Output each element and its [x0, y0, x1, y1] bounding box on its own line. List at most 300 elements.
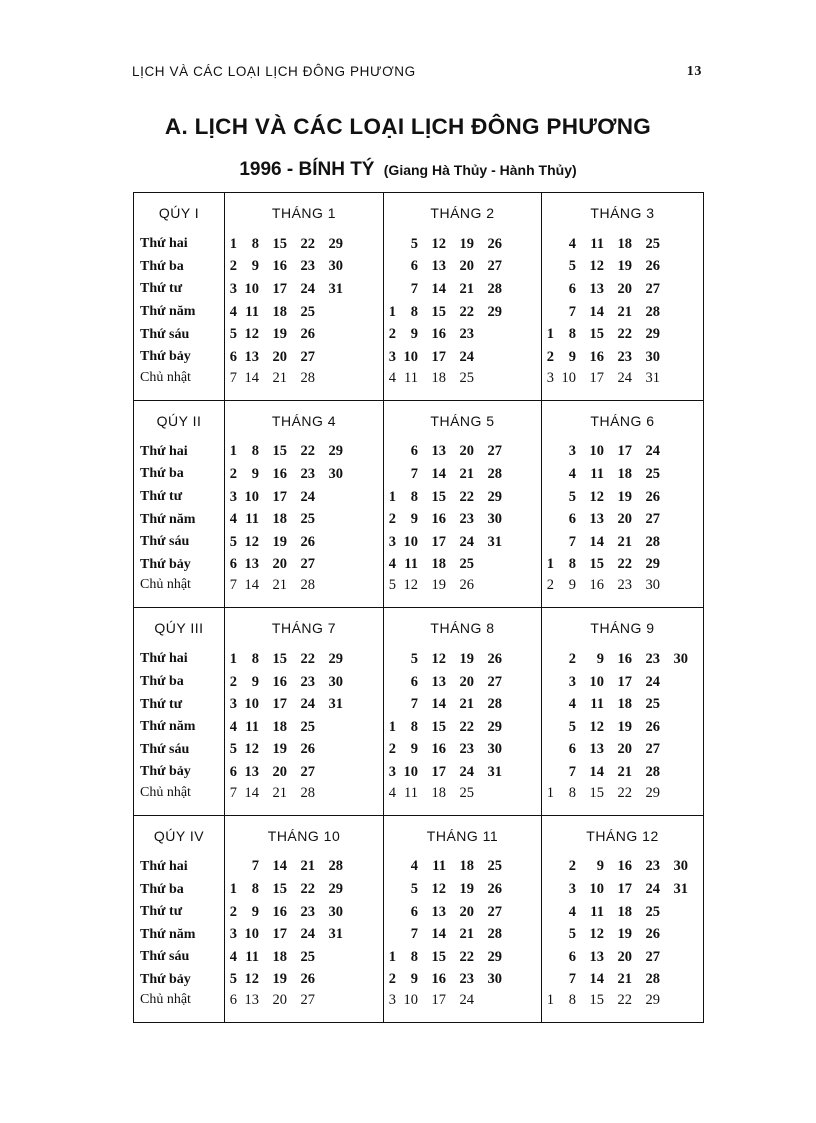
day-number: 9: [410, 971, 418, 988]
day-number: 20: [459, 443, 474, 460]
month-week-cell: [384, 693, 542, 716]
day-number: 1: [546, 326, 554, 343]
day-number: 6: [229, 763, 237, 780]
day-number: 10: [244, 280, 259, 297]
day-number: 5: [229, 533, 237, 550]
day-number: 24: [645, 881, 660, 898]
day-number: 27: [300, 348, 315, 365]
day-number: 5: [410, 235, 418, 252]
month-label: THÁNG 4: [225, 400, 384, 441]
quarter-header-row: [134, 608, 704, 649]
month-week-cell: [225, 554, 384, 577]
day-number: 3: [229, 926, 237, 943]
day-number: 1: [229, 881, 237, 898]
day-number: 31: [328, 280, 343, 297]
day-number: 2: [388, 971, 396, 988]
day-number: 5: [568, 926, 576, 943]
day-number: 18: [617, 903, 632, 920]
year-note: (Giang Hà Thủy - Hành Thủy): [383, 162, 577, 178]
month-week-cell: [225, 323, 384, 346]
day-number: 18: [617, 465, 632, 482]
page-title: A. LỊCH VÀ CÁC LOẠI LỊCH ĐÔNG PHƯƠNG: [164, 114, 652, 139]
day-number: 15: [272, 881, 287, 898]
day-number: 22: [459, 948, 474, 965]
day-number: 11: [245, 303, 259, 320]
month-week-cell: [542, 369, 704, 401]
day-number: 11: [590, 903, 604, 920]
month-label: THÁNG 3: [542, 193, 704, 234]
day-number: 29: [487, 303, 502, 320]
month-week-cell: [384, 486, 542, 509]
day-number: 29: [487, 488, 502, 505]
day-number: 25: [300, 948, 315, 965]
weekday-row: [134, 346, 704, 369]
quarter-label: QÚY I: [134, 193, 225, 234]
day-number: 21: [300, 858, 315, 875]
day-number: 19: [617, 258, 632, 275]
month-label: THÁNG 8: [384, 608, 542, 649]
day-number: 27: [300, 992, 315, 1009]
day-number: 14: [244, 784, 259, 801]
day-number: 27: [645, 280, 660, 297]
day-number: 7: [410, 465, 418, 482]
weekday-row: [134, 716, 704, 739]
day-number: 17: [617, 673, 632, 690]
month-week-cell: [384, 969, 542, 992]
day-number: 6: [568, 511, 576, 528]
day-number: 4: [229, 511, 237, 528]
day-number: 26: [300, 326, 315, 343]
day-number: 26: [487, 881, 502, 898]
month-week-cell: [384, 761, 542, 784]
day-number: 19: [459, 650, 474, 667]
month-week-cell: [542, 761, 704, 784]
day-number: 30: [645, 348, 660, 365]
month-week-cell: [384, 946, 542, 969]
month-week-cell: [542, 878, 704, 901]
day-number: 24: [617, 369, 632, 386]
month-week-cell: [384, 301, 542, 324]
day-number: 14: [589, 971, 604, 988]
day-number: 31: [673, 881, 688, 898]
day-number: 27: [645, 511, 660, 528]
weekday-label: Thứ tư: [134, 278, 225, 301]
month-week-cell: [225, 441, 384, 464]
weekday-row: [134, 761, 704, 784]
weekday-label: Chủ nhật: [134, 576, 225, 608]
day-number: 21: [272, 369, 287, 386]
day-number: 2: [229, 258, 237, 275]
month-week-cell: [225, 346, 384, 369]
day-number: 12: [431, 650, 446, 667]
day-number: 24: [645, 443, 660, 460]
day-number: 10: [244, 926, 259, 943]
day-number: 8: [251, 881, 259, 898]
day-number: 9: [568, 577, 576, 594]
weekday-label: Thứ sáu: [134, 531, 225, 554]
day-number: 12: [244, 741, 259, 758]
day-number: 12: [589, 926, 604, 943]
day-number: 20: [272, 992, 287, 1009]
day-number: 18: [272, 303, 287, 320]
weekday-row: [134, 693, 704, 716]
day-number: 24: [300, 696, 315, 713]
day-number: 18: [431, 369, 446, 386]
day-number: 3: [568, 673, 576, 690]
day-number: 7: [568, 303, 576, 320]
day-number: 7: [568, 763, 576, 780]
day-number: 8: [568, 992, 576, 1009]
day-number: 6: [229, 556, 237, 573]
day-number: 20: [459, 673, 474, 690]
day-number: 25: [645, 465, 660, 482]
day-number: 12: [244, 971, 259, 988]
day-number: 22: [300, 881, 315, 898]
day-number: 26: [300, 533, 315, 550]
day-number: 25: [459, 784, 474, 801]
day-number: 31: [645, 369, 660, 386]
month-week-cell: [542, 486, 704, 509]
month-week-cell: [225, 693, 384, 716]
month-week-cell: [542, 969, 704, 992]
day-number: 25: [487, 858, 502, 875]
day-number: 16: [589, 348, 604, 365]
day-number: 3: [229, 488, 237, 505]
day-number: 27: [645, 948, 660, 965]
day-number: 20: [459, 903, 474, 920]
weekday-row: [134, 256, 704, 279]
month-week-cell: [384, 233, 542, 256]
month-week-cell: [225, 784, 384, 816]
day-number: 22: [459, 303, 474, 320]
day-number: 10: [589, 443, 604, 460]
day-number: 1: [388, 948, 396, 965]
day-number: 1: [546, 556, 554, 573]
day-number: 2: [229, 465, 237, 482]
day-number: 21: [459, 696, 474, 713]
day-number: 26: [645, 488, 660, 505]
day-number: 30: [328, 465, 343, 482]
weekday-row: [134, 486, 704, 509]
day-number: 22: [459, 488, 474, 505]
day-number: 8: [568, 326, 576, 343]
weekday-label: Thứ ba: [134, 878, 225, 901]
day-number: 31: [328, 926, 343, 943]
weekday-row: [134, 463, 704, 486]
day-number: 19: [459, 881, 474, 898]
day-number: 26: [300, 971, 315, 988]
day-number: 19: [617, 718, 632, 735]
day-number: 5: [229, 326, 237, 343]
day-number: 31: [328, 696, 343, 713]
weekday-row: [134, 648, 704, 671]
weekday-row: [134, 233, 704, 256]
weekday-row: [134, 784, 704, 816]
day-number: 28: [300, 577, 315, 594]
day-number: 22: [617, 784, 632, 801]
day-number: 1: [388, 303, 396, 320]
month-week-cell: [542, 233, 704, 256]
day-number: 12: [589, 258, 604, 275]
day-number: 6: [568, 948, 576, 965]
day-number: 16: [431, 511, 446, 528]
day-number: 27: [300, 556, 315, 573]
day-number: 14: [431, 465, 446, 482]
day-number: 25: [300, 511, 315, 528]
month-week-cell: [384, 531, 542, 554]
weekday-label: Thứ ba: [134, 256, 225, 279]
day-number: 5: [568, 258, 576, 275]
month-week-cell: [384, 784, 542, 816]
month-week-cell: [384, 856, 542, 879]
month-week-cell: [225, 531, 384, 554]
day-number: 14: [589, 303, 604, 320]
day-number: 23: [300, 465, 315, 482]
day-number: 25: [459, 369, 474, 386]
month-week-cell: [225, 923, 384, 946]
day-number: 13: [244, 992, 259, 1009]
day-number: 19: [272, 326, 287, 343]
year-label: 1996 - BÍNH TÝ: [239, 159, 375, 180]
month-week-cell: [384, 716, 542, 739]
day-number: 11: [432, 858, 446, 875]
day-number: 28: [487, 926, 502, 943]
day-number: 16: [617, 858, 632, 875]
day-number: 2: [568, 858, 576, 875]
day-number: 23: [459, 971, 474, 988]
day-number: 18: [431, 784, 446, 801]
day-number: 21: [459, 465, 474, 482]
day-number: 8: [251, 443, 259, 460]
day-number: 8: [251, 235, 259, 252]
day-number: 10: [561, 369, 576, 386]
weekday-row: [134, 278, 704, 301]
day-number: 16: [272, 903, 287, 920]
day-number: 20: [272, 556, 287, 573]
day-number: 9: [251, 673, 259, 690]
month-week-cell: [542, 531, 704, 554]
day-number: 15: [589, 326, 604, 343]
day-number: 21: [617, 303, 632, 320]
weekday-row: [134, 901, 704, 924]
day-number: 5: [568, 718, 576, 735]
day-number: 4: [388, 784, 396, 801]
day-number: 21: [272, 784, 287, 801]
day-number: 1: [546, 992, 554, 1009]
day-number: 11: [590, 465, 604, 482]
month-week-cell: [542, 576, 704, 608]
day-number: 30: [673, 858, 688, 875]
month-week-cell: [384, 554, 542, 577]
day-number: 2: [546, 348, 554, 365]
day-number: 4: [568, 696, 576, 713]
month-label: THÁNG 7: [225, 608, 384, 649]
day-number: 29: [328, 650, 343, 667]
month-week-cell: [384, 739, 542, 762]
day-number: 14: [244, 577, 259, 594]
weekday-row: [134, 923, 704, 946]
day-number: 7: [251, 858, 259, 875]
day-number: 12: [431, 881, 446, 898]
day-number: 9: [251, 465, 259, 482]
day-number: 30: [328, 258, 343, 275]
day-number: 30: [487, 741, 502, 758]
month-week-cell: [225, 463, 384, 486]
weekday-label: Thứ bảy: [134, 346, 225, 369]
month-week-cell: [384, 323, 542, 346]
day-number: 29: [645, 992, 660, 1009]
weekday-row: [134, 369, 704, 401]
day-number: 17: [617, 443, 632, 460]
weekday-label: Thứ năm: [134, 923, 225, 946]
day-number: 22: [459, 718, 474, 735]
day-number: 14: [589, 763, 604, 780]
day-number: 23: [300, 903, 315, 920]
day-number: 17: [272, 696, 287, 713]
month-week-cell: [225, 878, 384, 901]
month-week-cell: [225, 486, 384, 509]
day-number: 18: [272, 718, 287, 735]
weekday-label: Thứ tư: [134, 693, 225, 716]
day-number: 10: [403, 533, 418, 550]
day-number: 24: [300, 926, 315, 943]
weekday-row: [134, 991, 704, 1023]
month-label: THÁNG 12: [542, 815, 704, 856]
day-number: 28: [645, 533, 660, 550]
day-number: 9: [410, 326, 418, 343]
weekday-row: [134, 531, 704, 554]
day-number: 23: [300, 673, 315, 690]
day-number: 7: [410, 280, 418, 297]
month-week-cell: [384, 901, 542, 924]
weekday-label: Thứ hai: [134, 856, 225, 879]
day-number: 28: [300, 784, 315, 801]
weekday-row: [134, 946, 704, 969]
month-week-cell: [225, 901, 384, 924]
day-number: 6: [229, 992, 237, 1009]
weekday-label: Thứ hai: [134, 233, 225, 256]
day-number: 15: [431, 488, 446, 505]
day-number: 12: [403, 577, 418, 594]
day-number: 18: [272, 511, 287, 528]
month-week-cell: [225, 671, 384, 694]
day-number: 11: [590, 235, 604, 252]
month-week-cell: [225, 233, 384, 256]
day-number: 15: [589, 556, 604, 573]
day-number: 17: [431, 992, 446, 1009]
month-week-cell: [542, 648, 704, 671]
month-week-cell: [542, 856, 704, 879]
day-number: 30: [328, 903, 343, 920]
day-number: 24: [300, 488, 315, 505]
day-number: 7: [568, 533, 576, 550]
day-number: 4: [410, 858, 418, 875]
day-number: 12: [244, 326, 259, 343]
month-week-cell: [225, 991, 384, 1023]
calendar-table: [133, 192, 704, 1023]
day-number: 13: [244, 556, 259, 573]
day-number: 26: [645, 258, 660, 275]
month-week-cell: [384, 576, 542, 608]
day-number: 16: [272, 465, 287, 482]
day-number: 27: [487, 903, 502, 920]
day-number: 14: [272, 858, 287, 875]
day-number: 28: [487, 280, 502, 297]
day-number: 10: [589, 673, 604, 690]
day-number: 29: [328, 443, 343, 460]
day-number: 23: [300, 258, 315, 275]
day-number: 3: [229, 696, 237, 713]
month-week-cell: [384, 508, 542, 531]
month-week-cell: [225, 369, 384, 401]
day-number: 30: [487, 971, 502, 988]
day-number: 14: [431, 280, 446, 297]
day-number: 20: [617, 280, 632, 297]
running-header: [132, 64, 702, 79]
quarter-header-row: [134, 193, 704, 234]
month-week-cell: [542, 278, 704, 301]
day-number: 27: [300, 763, 315, 780]
day-number: 3: [388, 992, 396, 1009]
day-number: 8: [410, 948, 418, 965]
weekday-row: [134, 576, 704, 608]
day-number: 5: [388, 577, 396, 594]
day-number: 1: [229, 443, 237, 460]
day-number: 26: [645, 718, 660, 735]
day-number: 24: [459, 533, 474, 550]
day-number: 7: [410, 926, 418, 943]
month-week-cell: [542, 693, 704, 716]
month-week-cell: [384, 463, 542, 486]
month-week-cell: [225, 716, 384, 739]
weekday-label: Thứ hai: [134, 648, 225, 671]
day-number: 15: [589, 784, 604, 801]
weekday-label: Thứ sáu: [134, 323, 225, 346]
day-number: 29: [487, 948, 502, 965]
month-label: THÁNG 6: [542, 400, 704, 441]
day-number: 22: [300, 443, 315, 460]
day-number: 2: [568, 650, 576, 667]
day-number: 8: [568, 556, 576, 573]
day-number: 7: [410, 696, 418, 713]
day-number: 24: [459, 992, 474, 1009]
weekday-row: [134, 508, 704, 531]
day-number: 27: [487, 258, 502, 275]
day-number: 31: [487, 763, 502, 780]
day-number: 16: [617, 650, 632, 667]
day-number: 19: [617, 926, 632, 943]
day-number: 23: [617, 348, 632, 365]
month-week-cell: [542, 508, 704, 531]
day-number: 28: [645, 971, 660, 988]
month-week-cell: [542, 301, 704, 324]
day-number: 28: [487, 465, 502, 482]
day-number: 1: [229, 235, 237, 252]
day-number: 1: [229, 650, 237, 667]
day-number: 7: [229, 784, 237, 801]
day-number: 10: [589, 881, 604, 898]
day-number: 27: [487, 673, 502, 690]
day-number: 11: [245, 718, 259, 735]
day-number: 16: [272, 258, 287, 275]
quarter-label: QÚY III: [134, 608, 225, 649]
day-number: 9: [251, 258, 259, 275]
month-week-cell: [225, 969, 384, 992]
weekday-label: Thứ tư: [134, 901, 225, 924]
weekday-label: Thứ hai: [134, 441, 225, 464]
day-number: 13: [244, 763, 259, 780]
day-number: 9: [251, 903, 259, 920]
